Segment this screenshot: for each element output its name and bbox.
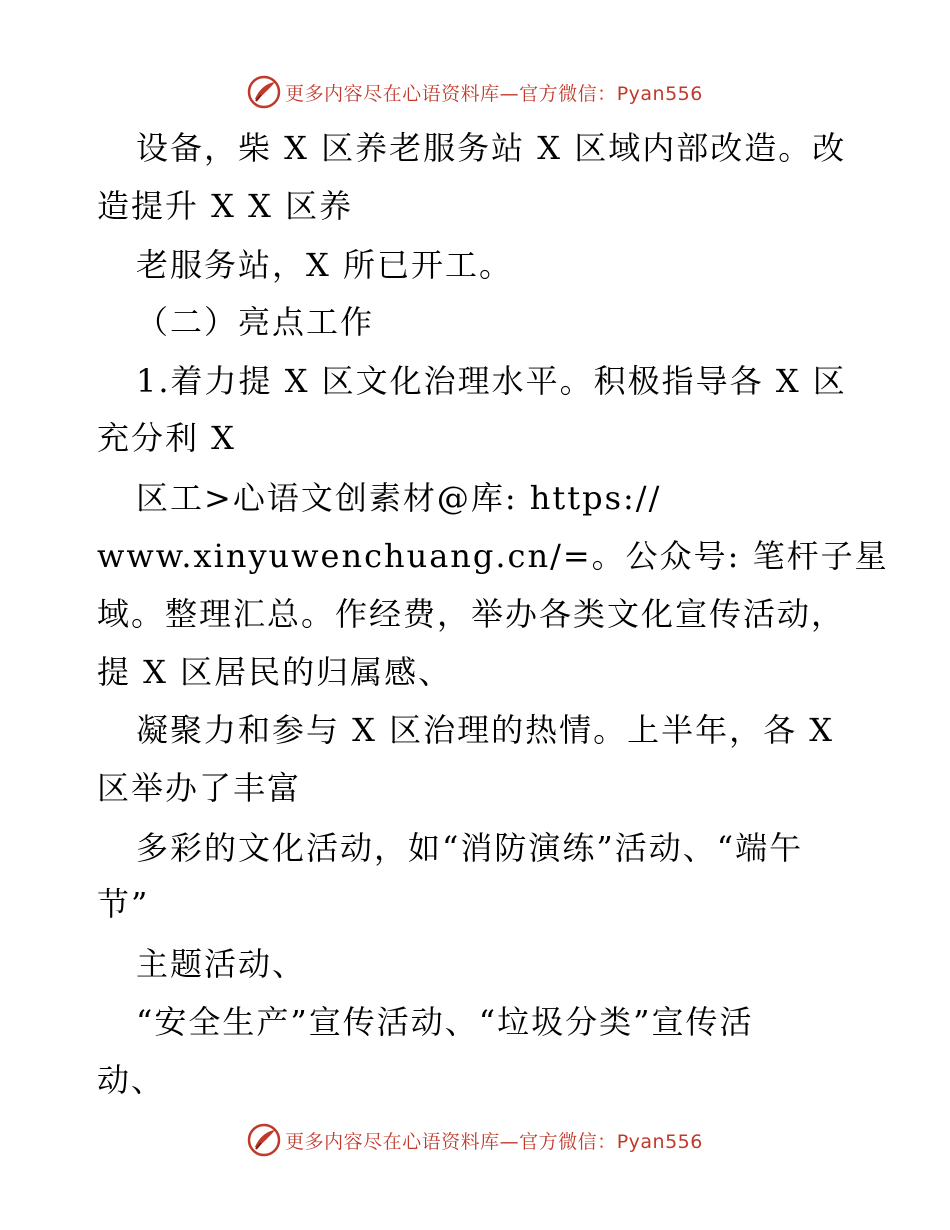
text-line: “安全生产”宣传活动、“垃圾分类”宣传活 xyxy=(136,1003,754,1041)
text-line: www.xinyuwenchuang.cn/=。公众号: 笔杆子星 xyxy=(97,537,889,575)
banner-wechat-id: Pyan556 xyxy=(616,82,703,105)
text-line: 造提升 X X 区养 xyxy=(97,187,354,225)
quill-logo-icon xyxy=(247,1123,281,1157)
banner-separator: — xyxy=(499,1130,520,1153)
text-line: 域。整理汇总。作经费，举办各类文化宣传活动， xyxy=(97,595,846,633)
section-heading: （二）亮点工作 xyxy=(136,303,375,341)
text-line: 多彩的文化活动，如“消防演练”活动、“端午 xyxy=(136,829,804,867)
text-line: 提 X 区居民的归属感、 xyxy=(97,653,453,691)
text-line: 1.着力提 X 区文化治理水平。积极指导各 X 区 xyxy=(136,362,847,400)
text-line: 充分利 X xyxy=(97,419,236,457)
banner-wechat-label: 官方微信： xyxy=(519,1130,617,1153)
banner-wechat-id: Pyan556 xyxy=(616,1130,703,1153)
quill-logo-icon xyxy=(247,75,281,109)
header-banner xyxy=(0,72,950,112)
text-line: 动、 xyxy=(97,1061,166,1099)
text-line: 区工>心语文创素材@库: https:// xyxy=(136,479,662,517)
banner-title: 更多内容尽在心语资料库 xyxy=(285,1130,500,1153)
banner-separator: — xyxy=(499,82,520,105)
text-line: 区举办了丰富 xyxy=(97,769,302,807)
text-line: 节” xyxy=(97,885,150,923)
banner-wechat-label: 官方微信： xyxy=(519,82,617,105)
text-line: 设备，柴 X 区养老服务站 X 区域内部改造。改 xyxy=(136,129,847,167)
text-line: 老服务站，X 所已开工。 xyxy=(136,246,513,284)
footer-banner xyxy=(0,1120,950,1160)
banner-title: 更多内容尽在心语资料库 xyxy=(285,82,500,105)
text-line: 主题活动、 xyxy=(136,945,307,983)
text-line: 凝聚力和参与 X 区治理的热情。上半年，各 X xyxy=(136,711,835,749)
